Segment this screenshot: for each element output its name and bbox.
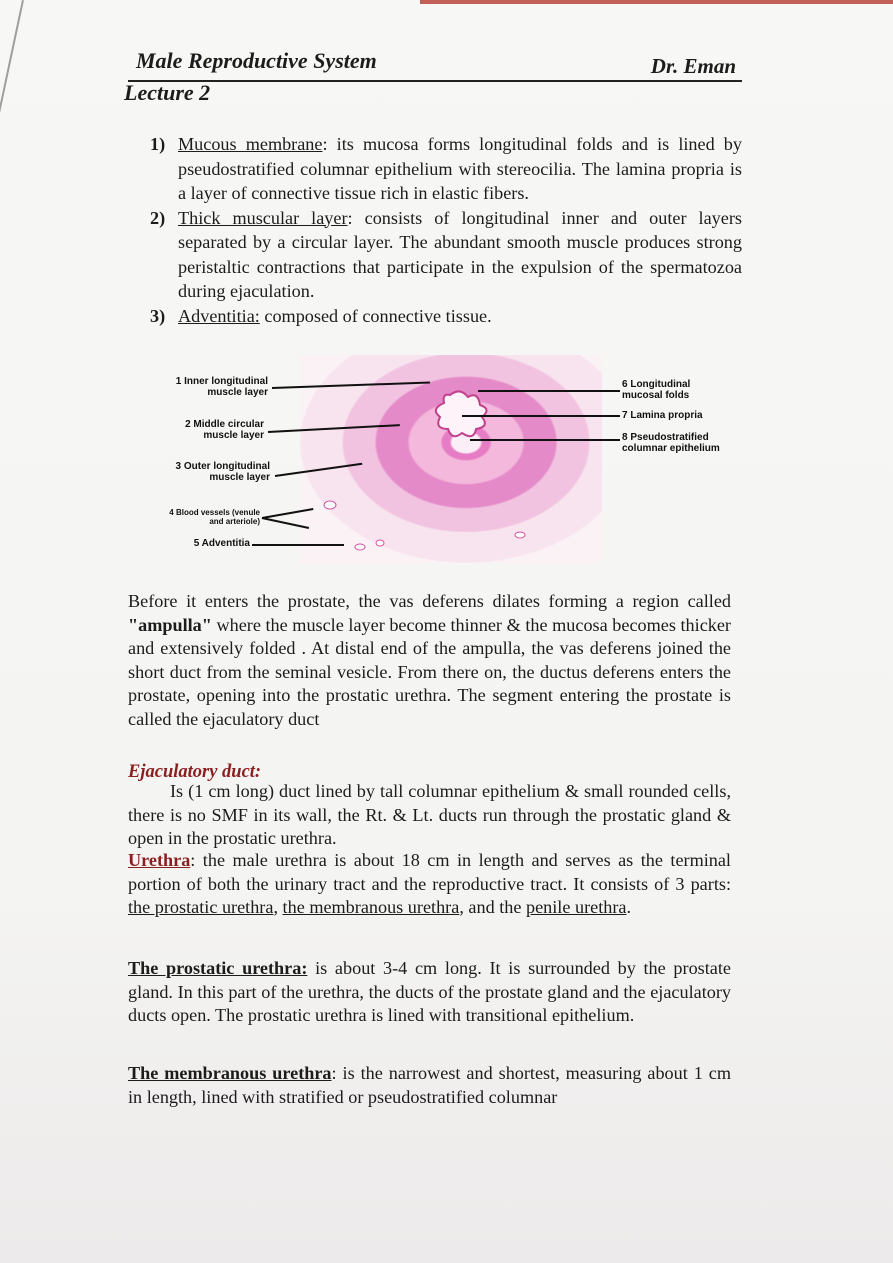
urethra-paragraph [128,849,731,920]
layers-list [150,132,742,328]
prostatic-urethra-paragraph [128,957,731,1028]
label-adventitia: 5 Adventitia [193,538,250,549]
header-lecture: Lecture 2 [124,80,211,105]
label-outer-longitudinal: 3 Outer longitudinal muscle layer [175,461,270,483]
header-title: Male Reproductive System [136,48,377,73]
label-middle-circular: 2 Middle circular muscle layer [185,419,264,441]
vessel-shape [376,540,384,546]
paragraph-text: Before it enters the prostate, the vas deferens dilates forming a region called [128,591,731,611]
label-inner-longitudinal: 1 Inner longitudinal muscle layer [175,376,268,398]
urethra-part: the prostatic urethra [128,897,274,917]
urethra-term: Urethra [128,850,191,870]
membranous-urethra-paragraph [128,1062,731,1109]
list-text: : consists of longitudinal inner and outer layers separated by a circular layer. The abundant smooth muscle produces strong peristaltic contractions that participate in the expulsion of the spermatozoa during ejaculation. [178,207,742,301]
urethra-part: the membranous urethra [282,897,460,917]
list-term: Thick muscular layer [178,207,348,228]
leader-line [470,439,620,441]
paragraph-text: : the male urethra is about 18 cm in length and serves as the terminal portion of both the urinary tract and the reproductive tract. It consists of 3 parts: [128,850,731,894]
list-number: 3) [150,305,166,326]
vessel-shape [515,532,525,538]
micrograph-detail [300,355,602,563]
list-number: 1) [150,134,166,154]
list-term: Adventitia: [178,305,260,326]
list-term: Mucous membrane [178,134,323,154]
prostatic-term: The prostatic urethra: [128,958,308,978]
list-item [150,206,742,304]
page-fold-line [0,0,24,235]
label-pseudostratified: 8 Pseudostratified columnar epithelium [622,432,720,454]
membranous-term: The membranous urethra [128,1063,332,1083]
separator: . [626,897,632,917]
vas-deferens-micrograph [300,355,602,563]
header-rule [128,80,742,82]
urethra-part: penile urethra [525,897,627,917]
list-item [150,132,742,206]
lumen-shape [436,391,487,436]
vessel-shape [355,544,365,550]
ampulla-paragraph [128,590,731,731]
list-text: composed of connective tissue. [259,305,492,326]
ejaculatory-duct-heading: Ejaculatory duct: [128,762,262,782]
histology-figure [140,355,750,565]
separator: , [273,897,283,917]
leader-line [462,415,620,417]
label-blood-vessels: 4 Blood vessels (venule and arteriole) [169,508,260,526]
list-item [150,304,742,329]
leader-line [252,544,344,546]
ejaculatory-duct-paragraph: Is (1 cm long) duct lined by tall columnar epithelium & small rounded cells, there is no SMF in its wall, the Rt. & Lt. ducts run through the prostatic gland & open in the prostatic urethra. [128,781,731,848]
ampulla-term: "ampulla" [128,614,212,635]
paragraph-text: is about 3-4 cm long. It is surrounded by the prostate gland. In this part of the urethra, the ducts of the prostate gland and the ejaculatory ducts open. The prostatic urethra is lined with transitional epithelium. [128,958,731,1025]
vessel-shape [324,501,336,509]
label-lamina-propria: 7 Lamina propria [622,410,703,421]
list-text: : its mucosa forms longitudinal folds and is lined by pseudostratified columnar epithelium with stereocilia. The lamina propria is a layer of connective tissue rich in elastic fibers. [178,134,742,203]
separator: , and the [459,897,526,917]
header-author: Dr. Eman [650,54,736,78]
paragraph-text: where the muscle layer become thinner & the mucosa becomes thicker and extensively folded . At distal end of the ampulla, the vas deferens joined the short duct from the seminal vesicle. From there on, the ductus deferens enters the prostate, opening into the prostatic urethra. The segment entering the prostate is called the ejaculatory duct [128,614,731,729]
label-longitudinal-folds: 6 Longitudinal mucosal folds [622,379,691,401]
leader-line [478,390,620,392]
list-number: 2) [150,207,166,228]
paragraph-text: : is the narrowest and shortest, measuring about 1 cm in length, lined with stratified or pseudostratified columnar [128,1063,731,1107]
page-edge-strip [420,0,893,4]
